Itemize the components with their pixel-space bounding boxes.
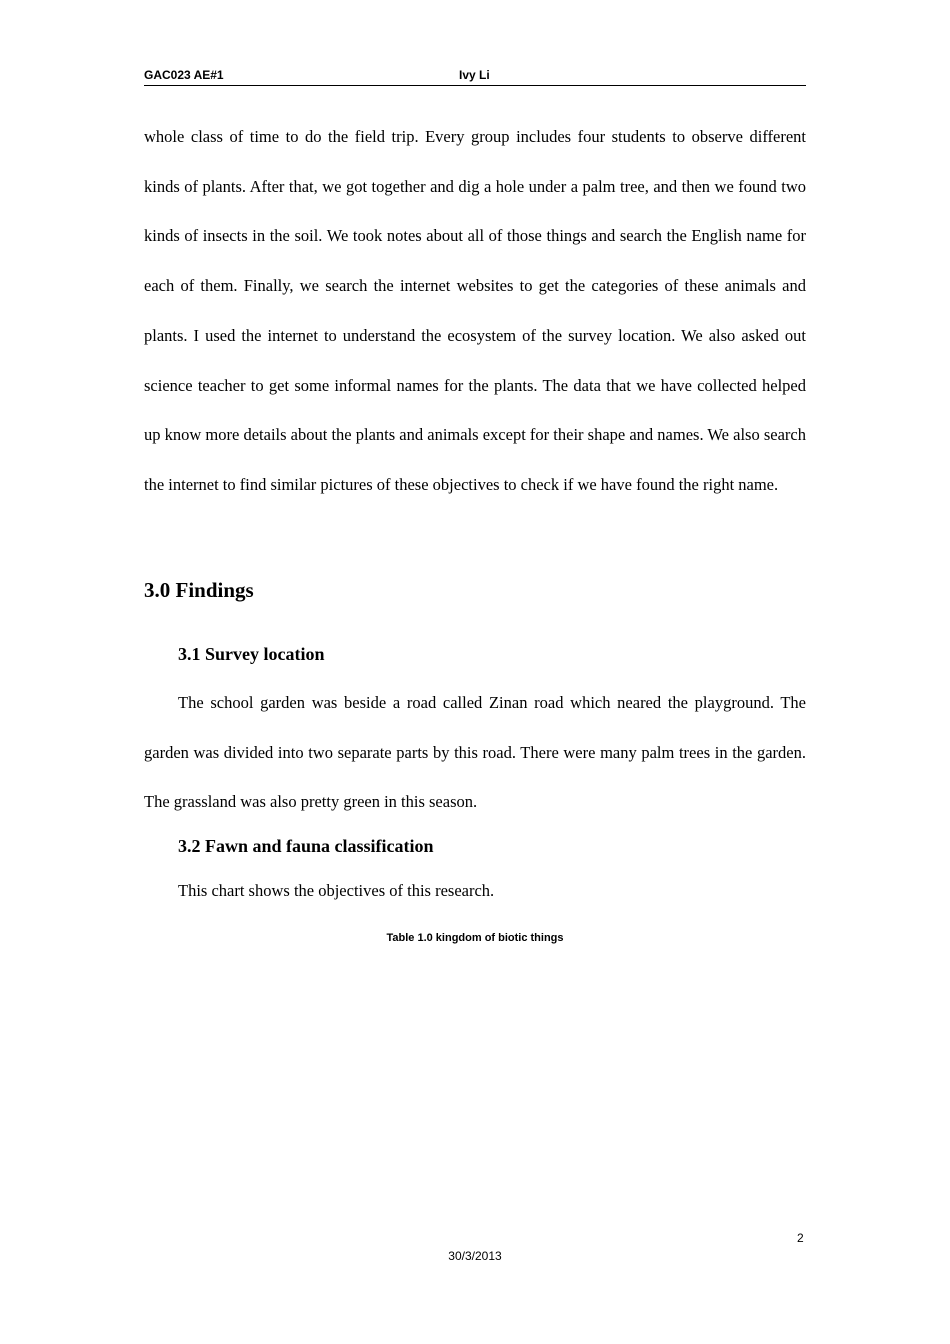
survey-location-heading: 3.1 Survey location (178, 644, 325, 664)
method-paragraph: whole class of time to do the field trip. Every group includes four students to observe different kinds of plants. After that, we got together and dig a hole under a palm tree, and then we found two kinds of insects in the soil. We took notes about all of those things and search the English name for each of them. Finally, we search the internet websites to get the categories of these animals and plants. I used the internet to understand the ecosystem of the survey location. We also asked out science teacher to get some informal names for the plants. The data that we have collected helped up know more details about the plants and animals except for their shape and names. We also search the internet to find similar pictures of these objectives to check if we have found the right name. (144, 127, 806, 494)
footer-date: 30/3/2013 (448, 1249, 502, 1263)
findings-heading: 3.0 Findings (144, 578, 254, 602)
survey-location-paragraph: The school garden was beside a road called Zinan road which neared the playground. The garden was divided into two separate parts by this road. There were many palm trees in the garden. The grassland was also pretty green in this season. (144, 693, 806, 812)
header-course-code: GAC023 AE#1 (144, 68, 224, 82)
classification-heading: 3.2 Fawn and fauna classification (178, 836, 434, 856)
header-author: Ivy Li (459, 68, 490, 82)
classification-paragraph: This chart shows the objectives of this research. (178, 881, 495, 900)
table-caption: Table 1.0 kingdom of biotic things (386, 932, 564, 944)
page-number: 2 (797, 1231, 804, 1245)
page-header (144, 67, 806, 86)
